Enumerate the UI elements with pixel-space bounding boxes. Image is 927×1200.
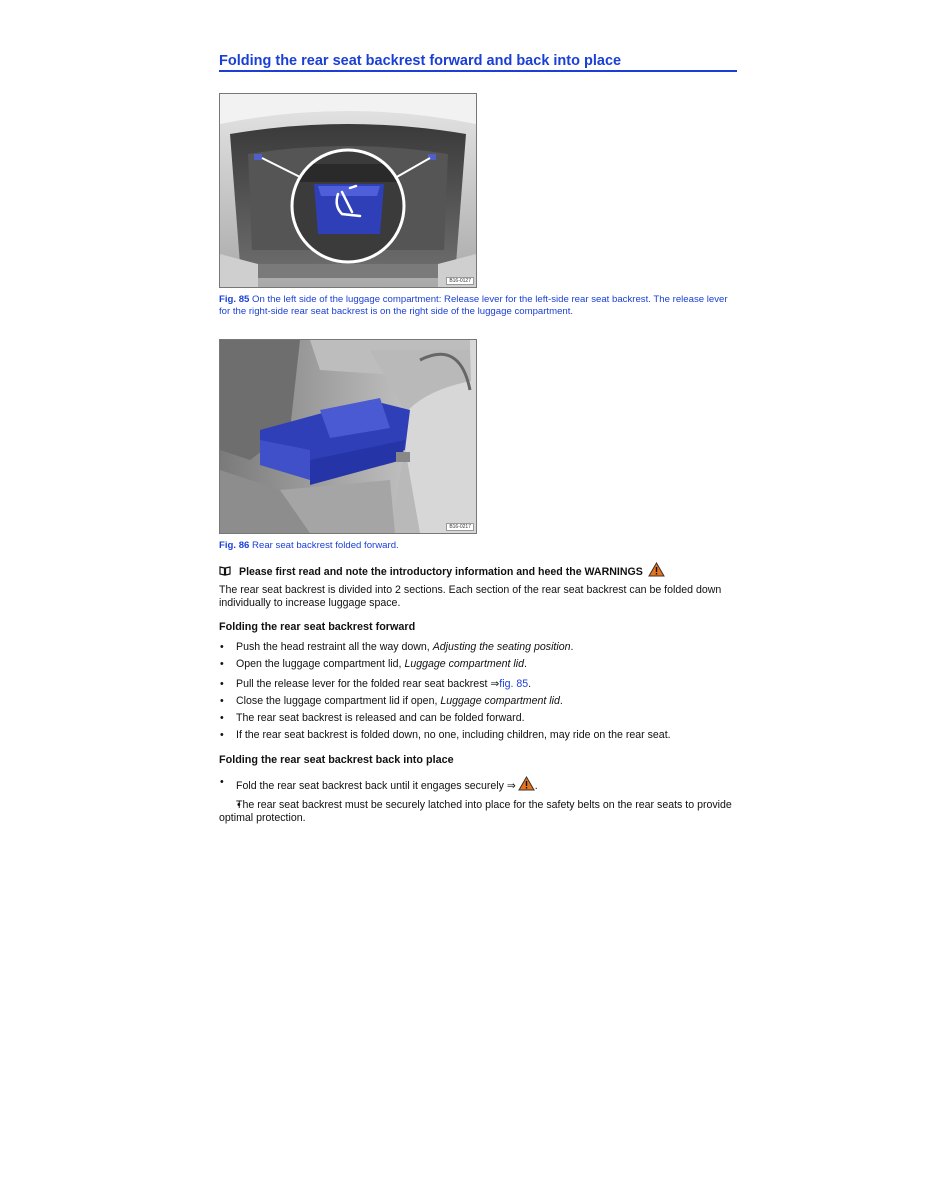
list-item: • Fold the rear seat backrest back until it engages securely ⇒ .: [219, 776, 737, 793]
figure-86-image: [219, 339, 477, 534]
section-heading-fold-forward: Folding the rear seat backrest forward: [219, 621, 416, 633]
luggage-compartment-illustration: [220, 94, 476, 287]
list-item: • If the rear seat backrest is folded down, no one, including children, may ride on the rear seat.: [219, 729, 737, 742]
intro-notice: [219, 562, 737, 580]
figure-86-caption: [219, 540, 737, 552]
list-item: • The rear seat backrest is released and can be folded forward.: [219, 712, 737, 725]
figure-85-caption: [219, 294, 737, 318]
fold-back-list: [219, 776, 737, 825]
rear-seat-folded-illustration: [220, 340, 476, 533]
intro-notice-text: Please first read and note the introductory information and heed the WARNINGS: [239, 566, 643, 578]
cross-reference[interactable]: Adjusting the seating position: [432, 641, 571, 653]
list-item: • Pull the release lever for the folded rear seat backrest ⇒fig. 85.: [219, 678, 737, 691]
figure-85-code: B16-0127: [446, 277, 474, 285]
section-heading-fold-back: Folding the rear seat backrest back into place: [219, 754, 454, 766]
title-underline: [219, 70, 737, 72]
list-item: • Push the head restraint all the way down, Adjusting the seating position.: [219, 641, 737, 654]
page-title: Folding the rear seat backrest forward and back into place: [219, 53, 622, 69]
intro-paragraph: The rear seat backrest is divided into 2 sections. Each section of the rear seat backrest can be folded down individually to increase luggage space.: [219, 584, 722, 609]
cross-reference[interactable]: Luggage compartment lid: [404, 658, 524, 670]
list-item: • The rear seat backrest must be securely latched into place for the safety belts on the rear seats to provide optimal protection.: [219, 799, 737, 825]
figure-85-link[interactable]: fig. 85: [499, 678, 529, 690]
figure-85-image: [219, 93, 477, 288]
cross-reference[interactable]: Luggage compartment lid: [440, 695, 560, 707]
figure-86-caption-text: Rear seat backrest folded forward.: [249, 540, 399, 551]
figure-85-label: Fig. 85: [219, 294, 250, 305]
list-item: • Close the luggage compartment lid if open, Luggage compartment lid.: [219, 695, 737, 708]
warning-icon[interactable]: [518, 776, 535, 791]
figure-86-code: B16-0217: [446, 523, 474, 531]
warning-icon[interactable]: [648, 562, 665, 577]
fold-forward-list: [219, 641, 737, 742]
open-book-icon: [219, 566, 231, 576]
list-item: • Open the luggage compartment lid, Luggage compartment lid.: [219, 658, 737, 671]
figure-86-label: Fig. 86: [219, 540, 250, 551]
figure-85-caption-text: On the left side of the luggage compartment: Release lever for the left-side rear seat backrest. The release lever for the right-side rear seat backrest is on the right side of the luggage compartment.: [219, 294, 728, 317]
